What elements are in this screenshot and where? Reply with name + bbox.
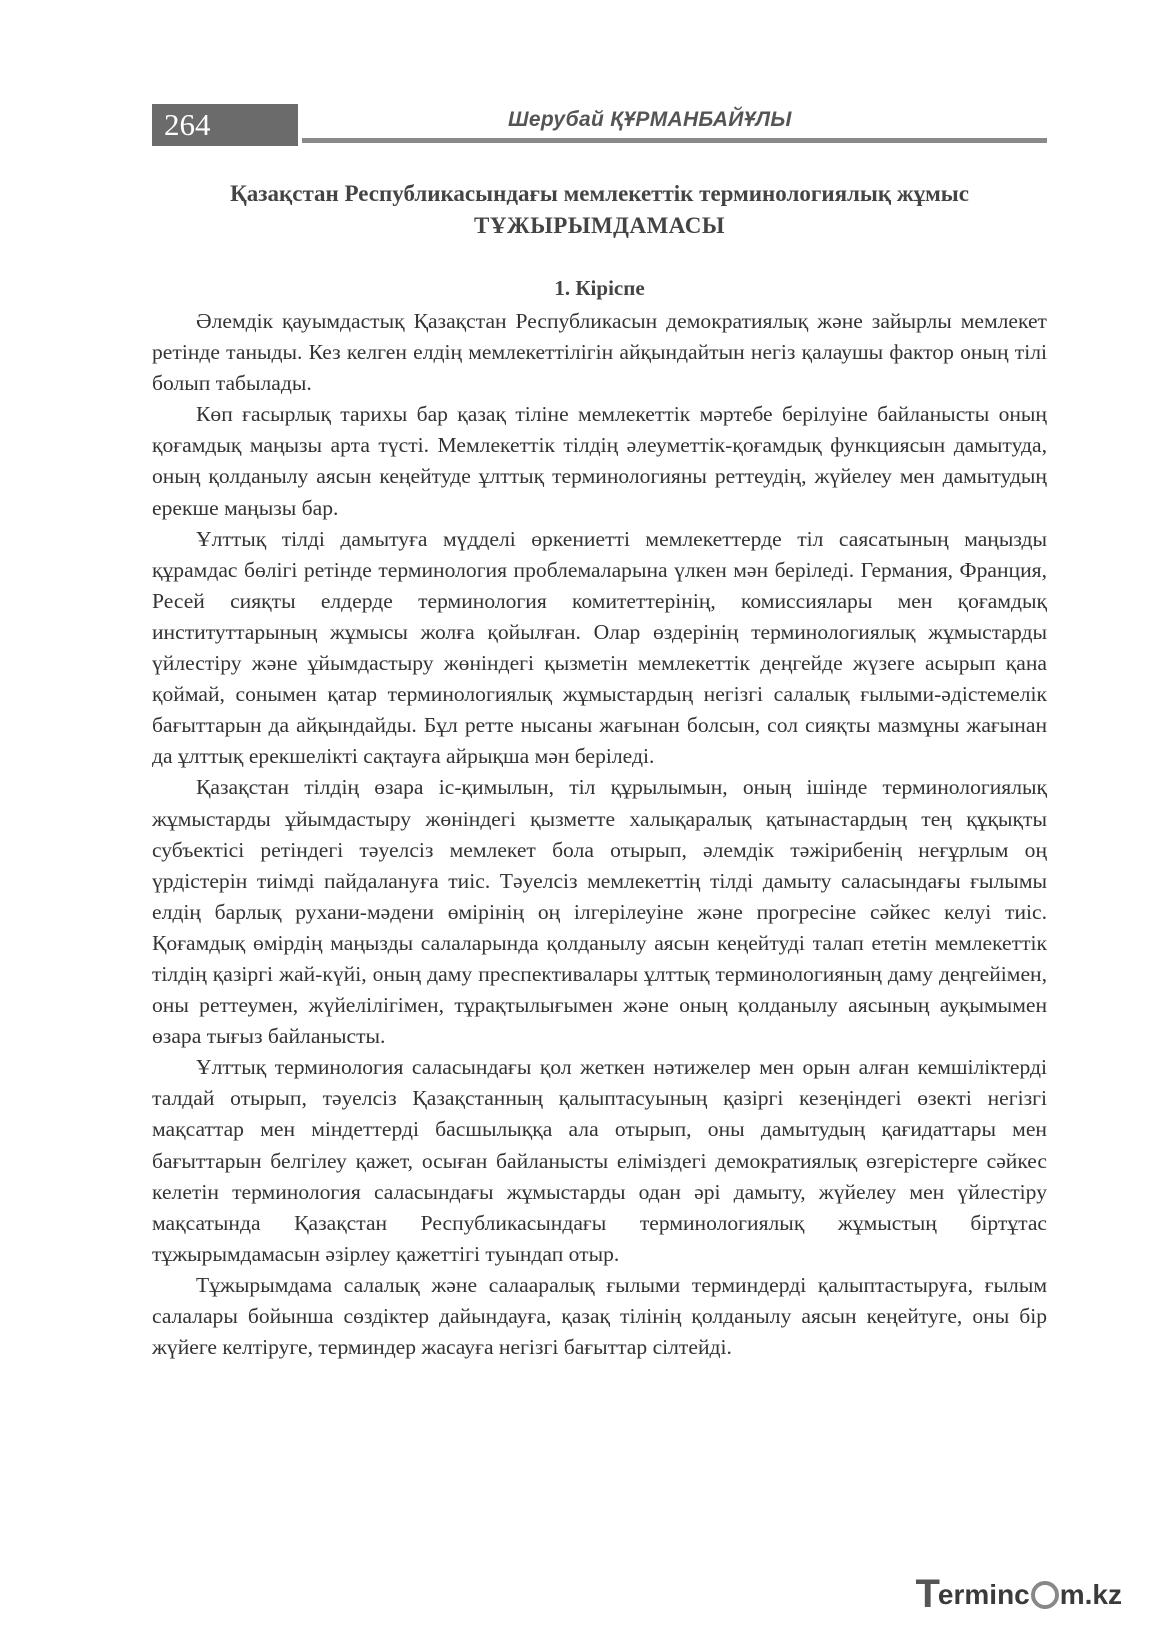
watermark-logo — [915, 1572, 1122, 1617]
paragraph: Көп ғасырлық тарихы бар қазақ тіліне мемлекеттік мәртебе берілуіне байланысты оның қоғамдық маңызы арта түсті. Мемлекеттік тілдің әлеуметтік-қоғамдық функциясын дамытуда, оның қолданылу аясын кеңейтуде ұлттық терминологияны реттеудің, жүйелеу мен дамытудың ерекше маңызы бар. — [152, 402, 1047, 520]
watermark-text-end: m.kz — [1059, 1578, 1122, 1610]
document-title — [152, 178, 1047, 242]
header-rule — [302, 138, 1047, 143]
watermark-text-middle: erminc — [937, 1578, 1030, 1610]
paragraph: Ұлттық тілді дамытуға мүдделі өркениетті мемлекеттерде тіл саясатының маңызды құрамдас бөлігі ретінде терминология проблемаларына үлкен мән беріледі. Германия, Франция, Ресей сияқты елдерде терминология комитеттерінің, комиссиялары мен қоғамдық институттарының жұмысы жолға қойылған. Олар өздерінің терминологиялық жұмыстарды үйлестіру және ұйымдастыру жөніндегі қызметін мемлекеттік деңгейде жүзеге асырып қана қоймай, сонымен қатар терминологиялық жұмыстардың негізгі салалық ғылыми-әдістемелік бағыттарын да айқындайды. Бұл ретте нысаны жағынан болсын, сол сияқты мазмұны жағынан да ұлттық ерекшелікті сақтауға айрықша мән беріледі. — [152, 526, 1047, 769]
running-head-author: Шерубай ҚҰРМАНБАЙҰЛЫ — [508, 108, 792, 131]
page-number: 264 — [152, 104, 298, 146]
watermark-circle-icon — [1031, 1581, 1059, 1609]
body-text — [152, 306, 1047, 1363]
title-line-1: Қазақстан Республикасындағы мемлекеттік терминологиялық жұмыс — [230, 181, 969, 206]
page-header — [152, 104, 1047, 146]
paragraph: Тұжырымдама салалық және салааралық ғылыми терминдерді қалыптастыруға, ғылым салалары бойынша сөздіктер дайындауға, қазақ тілінің қолданылу аясын кеңейтуге, оны бір жүйеге келтіруге, терминдер жасауға негізгі бағыттар сілтейді. — [152, 1272, 1047, 1360]
title-line-2: ТҰЖЫРЫМДАМАСЫ — [474, 213, 725, 238]
paragraph: Әлемдік қауымдастық Қазақстан Республикасын демократиялық және зайырлы мемлекет ретінде таныды. Кез келген елдің мемлекеттілігін айқындайтын негіз қалаушы фактор оның тілі болып табылады. — [152, 309, 1047, 396]
paragraph: Қазақстан тілдің өзара іс-қимылын, тіл құрылымын, оның ішінде терминологиялық жұмыстарды ұйымдастыру жөніндегі қызметте халықаралық қатынастардың тең құқықты субъектісі ретіндегі тәуелсіз мемлекет бола отырып, әлемдік тәжірибенің неғұрлым оң үрдістерін тиімді пайдалануға тиіс. Тәуелсіз мемлекеттің тілді дамыту саласындағы ғылымы елдің барлық рухани-мәдени өмірінің оң ілгерілеуіне және прогресіне сәйкес келуі тиіс. Қоғамдық өмірдің маңызды салаларында қолданылу аясын кеңейтуді талап ететін мемлекеттік тілдің қазіргі жай-күйі, оның даму преспективалары ұлттық терминологияның даму деңгейімен, оны реттеумен, жүйелілігімен, тұрақтылығымен және оның қолданылу аясының ауқымымен өзара тығыз байланысты. — [152, 775, 1047, 1049]
paragraph: Ұлттық терминология саласындағы қол жеткен нәтижелер мен орын алған кемшіліктерді талдай отырып, тәуелсіз Қазақстанның қалыптасуының қазіргі кезеңіндегі өзекті негізгі мақсаттар мен міндеттерді басшылыққа ала отырып, оны дамытудың қағидаттары мен бағыттарын белгілеу қажет, осыған байланысты еліміздегі демократиялық өзгерістерге сәйкес келетін терминология саласындағы жұмыстарды одан әрі дамыту, жүйелеу мен үйлестіру мақсатында Қазақстан Республикасындағы терминологиялық жұмыстың біртұтас тұжырымдамасын әзірлеу қажеттігі туындап отыр. — [152, 1055, 1047, 1266]
section-heading: 1. Кіріспе — [554, 276, 645, 300]
watermark-initial: T — [915, 1572, 940, 1616]
